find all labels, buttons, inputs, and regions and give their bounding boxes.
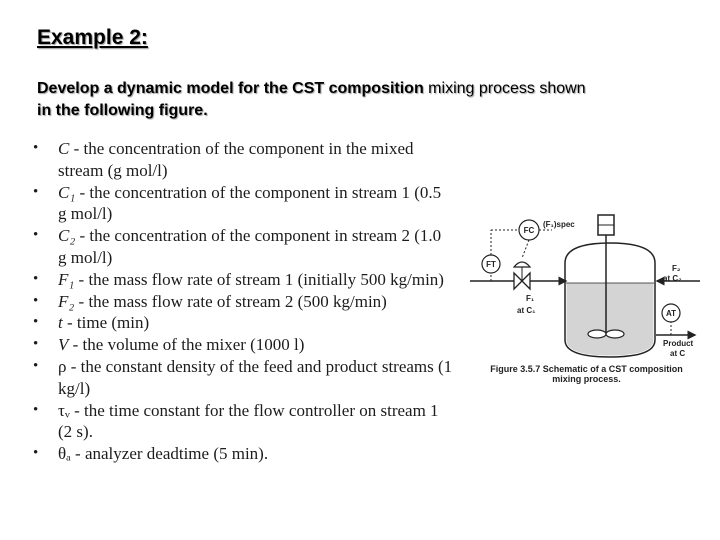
def-text: - the time constant for the flow controller on stream 1 (2 s).	[58, 400, 439, 442]
at-c-label: at C	[670, 349, 686, 358]
figure-caption	[479, 364, 694, 384]
definition-item	[33, 312, 453, 334]
definition-item	[33, 443, 453, 465]
bullet-icon: •	[33, 445, 39, 462]
def-text: - the constant density of the feed and product streams (1 kg/l)	[58, 356, 453, 398]
def-symbol: ρ	[58, 356, 67, 376]
f1-label: F₁	[526, 294, 535, 303]
def-symbol: C	[58, 139, 70, 158]
def-symbol: C₂	[58, 226, 76, 246]
def-symbol: θₐ	[58, 444, 71, 464]
definition-item	[33, 225, 453, 269]
f2-label: F₂	[672, 264, 681, 273]
bullet-icon: •	[33, 357, 39, 374]
intro-bold: Develop a dynamic model for the CST composition	[37, 80, 424, 97]
definition-item	[33, 182, 453, 226]
def-text: - the concentration of the component in stream 1 (0.5 g mol/l)	[58, 182, 442, 224]
def-text: - analyzer deadtime (5 min).	[70, 444, 269, 464]
intro-text	[37, 78, 697, 122]
intro-plain: mixing process shown	[423, 80, 586, 97]
definition-item	[33, 356, 453, 400]
impeller-blade	[606, 330, 624, 338]
fc-to-valve	[522, 240, 529, 258]
process-schematic	[470, 205, 700, 385]
def-symbol: V	[58, 335, 69, 355]
def-text: - the concentration of the component in the mixed stream (g mol/l)	[58, 139, 414, 180]
at-label: AT	[665, 309, 677, 318]
tank-liquid	[567, 283, 654, 356]
definitions-list	[33, 138, 453, 465]
at-c2-label: at C₂	[663, 274, 682, 283]
def-text: - time (min)	[62, 313, 150, 333]
product-label: Product	[663, 339, 694, 348]
def-symbol: F₁	[58, 269, 75, 289]
slide-title: Example 2:	[37, 26, 148, 49]
bullet-icon: •	[33, 314, 39, 331]
caption-line2: mixing process.	[552, 374, 621, 384]
mixing-process-figure	[470, 205, 700, 385]
bullet-icon: •	[33, 227, 39, 244]
definition-item	[33, 291, 453, 313]
impeller-blade	[588, 330, 606, 338]
bullet-icon: •	[33, 401, 39, 418]
at-c1-label: at C₁	[517, 306, 536, 315]
bullet-icon: •	[33, 336, 39, 353]
bullet-icon: •	[33, 292, 39, 309]
caption-line1: Figure 3.5.7 Schematic of a CST composition	[490, 364, 683, 374]
def-text: - the mass flow rate of stream 2 (500 kg/min)	[74, 291, 387, 311]
bullet-icon: •	[33, 140, 39, 156]
definition-item	[33, 138, 453, 182]
def-symbol: C₁	[58, 182, 76, 202]
def-text: - the concentration of the component in stream 2 (1.0 g mol/l)	[58, 226, 442, 267]
def-text: - the mass flow rate of stream 1 (initially 500 kg/min)	[74, 269, 444, 289]
definition-item	[33, 334, 453, 356]
intro-line2: in the following figure.	[37, 102, 208, 119]
fc-label: FC	[523, 226, 535, 235]
bullet-icon: •	[33, 270, 39, 287]
definition-item	[33, 400, 453, 444]
definition-item	[33, 269, 453, 291]
fspec-label: (F₁)spec	[543, 220, 575, 229]
ft-label: FT	[486, 260, 496, 269]
def-symbol: τᵥ	[58, 400, 70, 420]
def-symbol: F₂	[58, 291, 75, 311]
def-text: - the volume of the mixer (1000 l)	[68, 335, 305, 355]
def-symbol: t	[58, 313, 63, 333]
bullet-icon: •	[33, 183, 39, 200]
